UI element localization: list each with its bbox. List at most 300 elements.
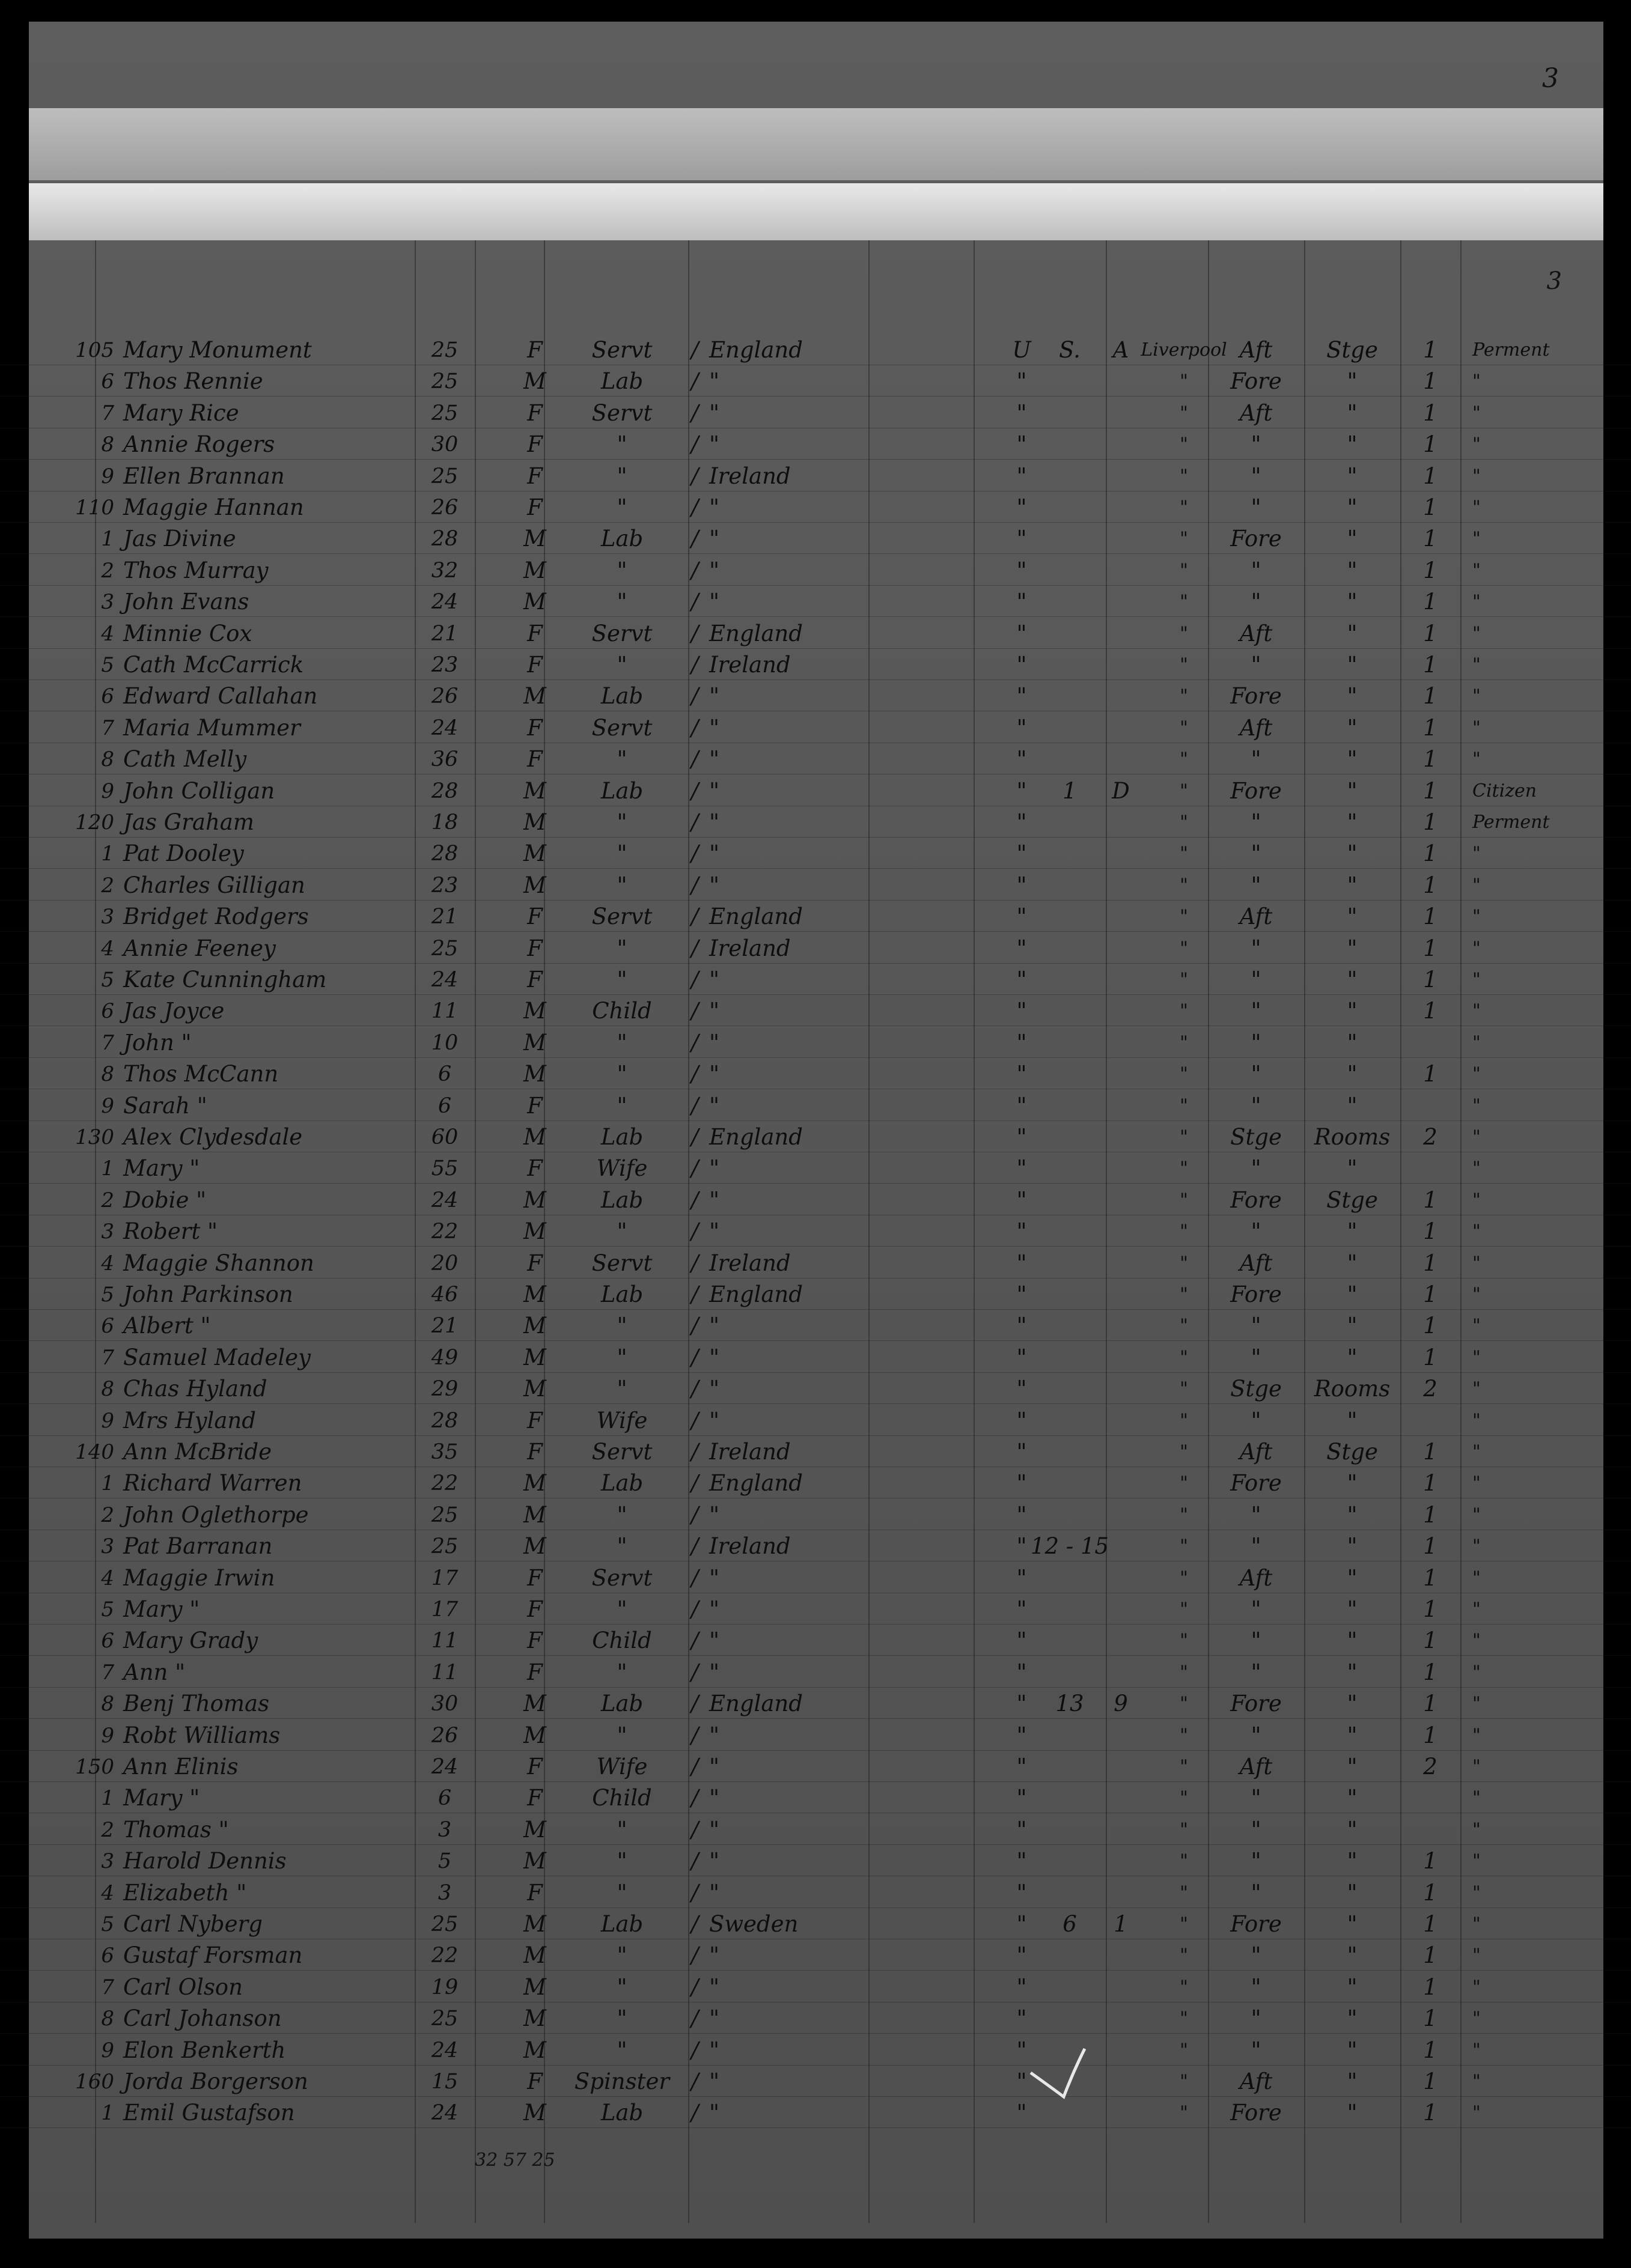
age: 21 (431, 1314, 459, 1339)
age: 55 (431, 1157, 459, 1181)
table-row (0, 994, 1631, 1026)
passenger-name: John Parkinson (123, 1281, 293, 1307)
table-row (0, 1719, 1631, 1751)
line-number: 4 (101, 1251, 114, 1275)
check-mark: / (691, 1344, 699, 1370)
occupation: " (617, 1848, 627, 1874)
passenger-name: Mary " (123, 1155, 200, 1182)
destination: " (1016, 1596, 1027, 1622)
occupation: " (617, 652, 627, 678)
sex: F (527, 431, 543, 458)
berth-type: " (1347, 1754, 1358, 1780)
nationality: England (709, 1124, 803, 1150)
sex: F (527, 1596, 543, 1622)
age: 21 (431, 621, 459, 646)
line-number: 2 (101, 558, 114, 583)
pieces-count: 1 (1423, 1848, 1437, 1874)
port-of-embarkation: " (1180, 1504, 1188, 1525)
nationality: " (709, 777, 720, 804)
check-mark: / (691, 1187, 699, 1213)
line-number: 5 (101, 1598, 114, 1622)
destination: " (1016, 683, 1027, 710)
table-row (0, 585, 1631, 617)
age: 22 (431, 1944, 459, 1968)
pieces-count: 1 (1423, 809, 1437, 835)
occupation: " (617, 935, 627, 961)
destination: " (1016, 494, 1027, 520)
berth-location: " (1251, 1501, 1261, 1528)
occupation: " (617, 1533, 627, 1560)
age: 25 (431, 1503, 459, 1527)
occupation: " (617, 1879, 627, 1906)
check-mark: / (691, 1439, 699, 1465)
remarks: " (1472, 2071, 1481, 2092)
age: 60 (431, 1125, 459, 1149)
sex: F (527, 714, 543, 741)
pieces-count: 1 (1423, 1313, 1437, 1339)
destination: " (1016, 1691, 1027, 1717)
destination: " (1016, 400, 1027, 426)
check-mark: / (691, 904, 699, 930)
berth-type: " (1347, 1596, 1358, 1622)
pieces-count: 1 (1423, 2100, 1437, 2126)
table-row (0, 806, 1631, 838)
sex: M (523, 1501, 546, 1528)
berth-location: Aft (1239, 1250, 1273, 1276)
remarks: " (1472, 2102, 1481, 2124)
sex: F (527, 904, 543, 930)
age: 28 (431, 842, 459, 866)
passenger-name: Kate Cunningham (123, 967, 327, 993)
port-of-embarkation: " (1180, 1284, 1188, 1305)
passenger-name: Maggie Hannan (123, 494, 304, 520)
nationality: " (709, 1596, 720, 1622)
check-mark: / (691, 526, 699, 552)
pieces-count: 1 (1423, 1061, 1437, 1087)
pieces-count: 1 (1423, 2069, 1437, 2094)
destination: " (1016, 1974, 1027, 2000)
destination: " (1016, 589, 1027, 615)
port-of-embarkation: " (1180, 906, 1188, 928)
berth-location: Aft (1239, 620, 1273, 646)
port-of-embarkation: " (1180, 937, 1188, 959)
age: 24 (431, 1755, 459, 1779)
table-row (0, 900, 1631, 932)
berth-location: Stge (1230, 1376, 1282, 1402)
berth-location: Fore (1230, 1470, 1282, 1497)
berth-location: " (1251, 589, 1261, 615)
age: 22 (431, 1220, 459, 1244)
check-mark: / (691, 1470, 699, 1497)
passenger-name: Mary Rice (123, 400, 239, 426)
nationality: " (709, 1092, 720, 1119)
nationality: " (709, 2069, 720, 2094)
remarks: " (1472, 497, 1481, 518)
nationality: " (709, 683, 720, 710)
destination: " (1016, 1942, 1027, 1969)
occupation: " (617, 967, 627, 993)
sex: M (523, 368, 546, 395)
berth-location: Aft (1239, 337, 1273, 363)
berth-location: " (1251, 2037, 1261, 2063)
berth-location: " (1251, 1848, 1261, 1874)
check-mark: / (691, 652, 699, 678)
age: 11 (431, 1660, 459, 1685)
destination: " (1016, 1281, 1027, 1307)
occupation: Servt (591, 1564, 653, 1591)
port-of-embarkation: " (1180, 1945, 1188, 1966)
remarks: " (1472, 1504, 1481, 1525)
line-number: 9 (101, 1093, 114, 1118)
pieces-count: 1 (1423, 904, 1437, 930)
nationality: England (709, 337, 803, 363)
berth-type: " (1347, 1155, 1358, 1182)
sex: M (523, 1470, 546, 1497)
remarks: " (1472, 1693, 1481, 1715)
sex: M (523, 1691, 546, 1717)
line-number: 8 (101, 1062, 114, 1087)
occupation: " (617, 1816, 627, 1843)
nationality: " (709, 714, 720, 741)
remarks: " (1472, 434, 1481, 455)
check-mark: / (691, 967, 699, 993)
berth-type: Rooms (1314, 1124, 1391, 1150)
passenger-name: Ellen Brannan (123, 463, 285, 489)
berth-location: " (1251, 431, 1261, 458)
passenger-name: Richard Warren (123, 1470, 302, 1497)
sex: F (527, 337, 543, 363)
age: 24 (431, 968, 459, 992)
nationality: " (709, 494, 720, 520)
destination: " (1016, 967, 1027, 993)
remarks: " (1472, 969, 1481, 990)
destination: " (1016, 714, 1027, 741)
sex: M (523, 1281, 546, 1307)
nationality: " (709, 1848, 720, 1874)
nationality: " (709, 809, 720, 835)
passenger-name: Benj Thomas (123, 1691, 270, 1717)
remarks: " (1472, 622, 1481, 644)
nationality: " (709, 1974, 720, 2000)
nationality: Ireland (709, 463, 791, 489)
port-of-embarkation: Liverpool (1141, 339, 1227, 360)
port-of-embarkation: " (1180, 969, 1188, 990)
nationality: " (709, 2037, 720, 2063)
remarks: " (1472, 1315, 1481, 1337)
port-of-embarkation: " (1180, 591, 1188, 613)
check-mark: / (691, 1879, 699, 1906)
occupation: Lab (600, 1691, 644, 1717)
nationality: " (709, 1628, 720, 1654)
nationality: " (709, 1942, 720, 1969)
line-number: 9 (101, 1723, 114, 1748)
port-of-embarkation: " (1180, 1724, 1188, 1746)
port-of-embarkation: " (1180, 1441, 1188, 1462)
line-number: 9 (101, 779, 114, 803)
sex: F (527, 1754, 543, 1780)
berth-location: Stge (1230, 1124, 1282, 1150)
check-mark: / (691, 683, 699, 710)
nationality: " (709, 526, 720, 552)
occupation: Servt (591, 1439, 653, 1465)
table-row (0, 1372, 1631, 1404)
remarks: Citizen (1472, 780, 1537, 801)
berth-type: " (1347, 1785, 1358, 1811)
port-of-embarkation: " (1180, 1693, 1188, 1715)
pieces-count: 1 (1423, 2005, 1437, 2032)
port-of-embarkation: " (1180, 1095, 1188, 1116)
age: 24 (431, 590, 459, 615)
line-number: 4 (101, 936, 114, 961)
passenger-name: Pat Barranan (123, 1533, 273, 1560)
passenger-name: Mrs Hyland (123, 1407, 256, 1433)
passenger-name: Charles Gilligan (123, 872, 305, 898)
pieces-count: 1 (1423, 1911, 1437, 1937)
destination: " (1016, 1124, 1027, 1150)
age: 30 (431, 1692, 459, 1716)
berth-location: " (1251, 1061, 1261, 1087)
berth-location: " (1251, 809, 1261, 835)
berth-location: Fore (1230, 1281, 1282, 1307)
line-number: 1 (101, 2101, 114, 2126)
check-mark: / (691, 1596, 699, 1622)
nationality: " (709, 872, 720, 898)
age: 6 (437, 1786, 452, 1811)
berth-location: " (1251, 998, 1261, 1024)
occupation: " (617, 1659, 627, 1685)
destination: " (1016, 1218, 1027, 1245)
berth-type: " (1347, 2100, 1358, 2126)
port-of-embarkation: " (1180, 2039, 1188, 2061)
nationality: " (709, 1344, 720, 1370)
sex: M (523, 1218, 546, 1245)
check-mark: / (691, 1628, 699, 1654)
passenger-name: Ann Elinis (123, 1754, 239, 1780)
remarks: " (1472, 1063, 1481, 1085)
pieces-count: 1 (1423, 1533, 1437, 1560)
occupation: Lab (600, 1124, 644, 1150)
port-of-embarkation: " (1180, 1158, 1188, 1179)
age: 29 (431, 1377, 459, 1402)
destination: " (1016, 1061, 1027, 1087)
port-of-embarkation: " (1180, 1346, 1188, 1368)
age: 30 (431, 433, 459, 457)
corner-number: 3 (1542, 63, 1559, 94)
nationality: Sweden (709, 1911, 799, 1937)
port-of-embarkation: " (1180, 1599, 1188, 1620)
check-mark: / (691, 1155, 699, 1182)
nationality: " (709, 998, 720, 1024)
pieces-count: 1 (1423, 1628, 1437, 1654)
paper-fold-band (29, 108, 1603, 180)
berth-location: " (1251, 1218, 1261, 1245)
sex: F (527, 935, 543, 961)
destination: " (1016, 1533, 1027, 1560)
passenger-name: Robt Williams (123, 1722, 281, 1748)
occupation: Wife (596, 1407, 648, 1433)
sex: M (523, 1061, 546, 1087)
occupation: Servt (591, 714, 653, 741)
destination: " (1016, 1659, 1027, 1685)
table-row (0, 963, 1631, 995)
pieces-count: 1 (1423, 431, 1437, 458)
port-of-embarkation: " (1180, 843, 1188, 865)
age: 36 (431, 747, 459, 772)
remarks: " (1472, 1567, 1481, 1589)
berth-location: Fore (1230, 368, 1282, 395)
berth-location: " (1251, 1974, 1261, 2000)
pen-check-mark (1028, 2037, 1106, 2115)
berth-location: Aft (1239, 904, 1273, 930)
table-row (0, 1120, 1631, 1152)
age: 20 (431, 1251, 459, 1275)
pieces-count: 1 (1423, 841, 1437, 867)
pieces-count: 1 (1423, 589, 1437, 615)
destination: " (1016, 620, 1027, 646)
line-number: 120 (75, 810, 114, 835)
age: 25 (431, 369, 459, 394)
destination: " (1016, 746, 1027, 773)
line-number: 1 (101, 527, 114, 552)
extra-mark-1: 12 - 15 (1030, 1533, 1109, 1560)
pieces-count: 1 (1423, 777, 1437, 804)
occupation: Lab (600, 368, 644, 395)
check-mark: / (691, 1407, 699, 1433)
age: 6 (437, 1062, 452, 1087)
destination: " (1016, 1439, 1027, 1465)
remarks: " (1472, 402, 1481, 424)
berth-type: " (1347, 714, 1358, 741)
berth-location: " (1251, 1596, 1261, 1622)
pieces-count: 1 (1423, 1218, 1437, 1245)
table-row (0, 1908, 1631, 1939)
table-row (0, 774, 1631, 806)
berth-type: " (1347, 1313, 1358, 1339)
table-row (0, 554, 1631, 586)
extra-mark-2: 9 (1114, 1691, 1128, 1717)
remarks: " (1472, 1599, 1481, 1620)
berth-location: Fore (1230, 777, 1282, 804)
sex: M (523, 2100, 546, 2126)
berth-location: Aft (1239, 714, 1273, 741)
sex: M (523, 1533, 546, 1560)
berth-location: Fore (1230, 1911, 1282, 1937)
remarks: " (1472, 465, 1481, 487)
port-of-embarkation: " (1180, 559, 1188, 581)
nationality: " (709, 1218, 720, 1245)
remarks: " (1472, 591, 1481, 613)
remarks: " (1472, 1787, 1481, 1809)
passenger-name: Pat Dooley (123, 841, 244, 867)
table-row (0, 1971, 1631, 2002)
occupation: Lab (600, 1470, 644, 1497)
table-row (0, 1593, 1631, 1625)
pieces-count: 1 (1423, 1501, 1437, 1528)
line-number: 1 (101, 1157, 114, 1181)
check-mark: / (691, 463, 699, 489)
berth-location: " (1251, 1407, 1261, 1433)
occupation: " (617, 1501, 627, 1528)
berth-type: " (1347, 431, 1358, 458)
line-number: 3 (101, 905, 114, 929)
age: 26 (431, 684, 459, 709)
pieces-count: 1 (1423, 935, 1437, 961)
passenger-name: Jas Joyce (123, 998, 225, 1024)
port-of-embarkation: " (1180, 497, 1188, 518)
check-mark: / (691, 494, 699, 520)
check-mark: / (691, 714, 699, 741)
occupation: Spinster (574, 2069, 670, 2094)
passenger-name: Thos McCann (123, 1061, 279, 1087)
age: 46 (431, 1283, 459, 1307)
berth-type: " (1347, 1848, 1358, 1874)
remarks: " (1472, 1032, 1481, 1053)
remarks: " (1472, 1221, 1481, 1242)
nationality: England (709, 1281, 803, 1307)
port-of-embarkation: " (1180, 1126, 1188, 1148)
age: 24 (431, 1188, 459, 1212)
pieces-count: 1 (1423, 337, 1437, 363)
berth-type: " (1347, 1344, 1358, 1370)
nationality: " (709, 1659, 720, 1685)
passenger-name: Elizabeth " (123, 1879, 247, 1906)
table-row (0, 869, 1631, 901)
remarks: " (1472, 937, 1481, 959)
port-of-embarkation: " (1180, 1661, 1188, 1683)
nationality: " (709, 1501, 720, 1528)
line-number: 8 (101, 1692, 114, 1716)
line-number: 8 (101, 433, 114, 457)
nationality: " (709, 967, 720, 993)
age: 26 (431, 1723, 459, 1748)
nationality: " (709, 431, 720, 458)
age: 25 (431, 1534, 459, 1559)
pieces-count: 1 (1423, 652, 1437, 678)
sex: M (523, 2037, 546, 2063)
passenger-name: John Oglethorpe (123, 1501, 309, 1528)
pieces-count: 1 (1423, 746, 1437, 773)
occupation: Servt (591, 904, 653, 930)
berth-location: " (1251, 967, 1261, 993)
check-mark: / (691, 1848, 699, 1874)
destination: " (1016, 1250, 1027, 1276)
check-mark: / (691, 1218, 699, 1245)
check-mark: / (691, 1659, 699, 1685)
berth-type: " (1347, 1250, 1358, 1276)
table-row (0, 397, 1631, 428)
berth-location: " (1251, 1659, 1261, 1685)
nationality: England (709, 1691, 803, 1717)
sex: F (527, 1439, 543, 1465)
berth-location: " (1251, 746, 1261, 773)
port-of-embarkation: " (1180, 686, 1188, 707)
occupation: Lab (600, 1187, 644, 1213)
berth-location: " (1251, 1092, 1261, 1119)
check-mark: / (691, 935, 699, 961)
remarks: " (1472, 874, 1481, 896)
destination: " (1016, 463, 1027, 489)
extra-mark-2: D (1112, 777, 1130, 804)
berth-type: " (1347, 1533, 1358, 1560)
occupation: Lab (600, 526, 644, 552)
berth-type: Rooms (1314, 1376, 1391, 1402)
age: 5 (437, 1849, 452, 1874)
line-number: 140 (75, 1440, 114, 1464)
sex: M (523, 1722, 546, 1748)
check-mark: / (691, 998, 699, 1024)
line-number: 7 (101, 1660, 114, 1685)
age: 25 (431, 1912, 459, 1936)
